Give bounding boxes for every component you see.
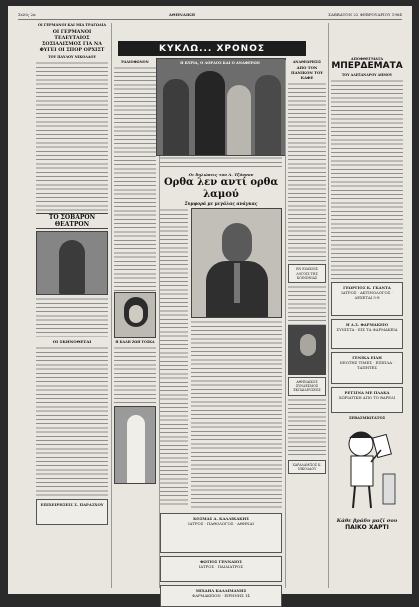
photo-person-center (195, 71, 225, 155)
photo-person-right (255, 75, 281, 155)
photo-person-left (163, 79, 189, 155)
col1-listings (36, 346, 108, 496)
header-page-number: Σελίς 2α (18, 11, 36, 17)
center-column (160, 156, 282, 598)
col1-ad-box (36, 499, 108, 525)
column-2 (114, 60, 156, 588)
col5-ad-3-title: ΓΕΝΙΚΑ ΕΙΔΗ (352, 355, 382, 360)
col5-byline: ΤΟΥ ΑΛΕΞΑΝΔΡΟΥ ΔΗΜΟΥ (341, 73, 393, 77)
col5-ad-1-lines: ΙΑΤΡΟΣ · ΑΚΤΙΝΟΛΟΓΟΣ · ΔΕΧΕΤΑΙ 5-8 (341, 290, 393, 300)
col2-text (114, 346, 156, 406)
portrait-head (222, 223, 252, 263)
center-ad-box-b (160, 556, 282, 582)
col5-ad-3 (331, 352, 403, 384)
listing-heading: ΟΙ ΣΚΗΝΟΘΕΤΑΙ (52, 339, 92, 344)
col5-ad-5-title: ΣΕΒΑΣΜΙΩΤΑΤΟΣ (348, 416, 386, 420)
col5-kicker: ΑΠΟΦΘΕΓΜΑΤΑ (350, 57, 384, 61)
col4-kicker: ΑΝΑΘΕΩΡΗΣΙΣ (292, 60, 322, 64)
center-kicker: Οι δηλώσεις του Λ. Τζόνσον (188, 172, 254, 177)
col5-ad-4-title: ΡΕΤΣΙΝΑ ΜΕ ΠΛΑΚΑ (344, 390, 390, 395)
col5-headline: ΜΠΕΡΔΕΜΑΤΑ (331, 61, 403, 71)
center-left-text (160, 208, 188, 508)
col5-slogan: Κάθε βράδυ μαζί σου (336, 518, 398, 524)
theatre-heading: ΤΟ ΣΟΒΑΡΟΝ ΘΕΑΤΡΟΝ (36, 213, 108, 229)
theatre-photo (36, 231, 108, 295)
col4-text-3 (288, 398, 326, 458)
center-banner: ΚΥΚΛΩ... ΧΡΟΝΟΣ (118, 41, 306, 56)
col4-box-2: ΑΘΗΝΑΙΚΟΣ ΣΥΝΔΕΣΜΟΣ ΕΚΠΑΙΔΕΥΣΕΩΣ (288, 377, 326, 396)
center-right-area (191, 208, 282, 510)
col1-review-text (36, 297, 108, 337)
center-ad-box-c (160, 585, 282, 607)
center-article-text (191, 320, 282, 510)
photo-person-woman (227, 85, 251, 155)
center-body (160, 208, 282, 510)
center-headline: Ορθα λεν αντί ορθα λαμού (163, 177, 279, 200)
column-5 (331, 23, 403, 588)
col5-ad-2-title: Η Δ.Σ. ΦΑΡΜΑΚΕΙΟ (345, 322, 389, 327)
photo-man-silhouette (59, 240, 85, 294)
center-ad-a-lines: ΙΑΤΡΟΣ · ΠΑΘΟΛΟΓΟΣ · ΑΘΗΝΑΙ (188, 521, 254, 526)
header-rule (18, 19, 402, 20)
divider-4 (328, 23, 329, 588)
newspaper-page (8, 6, 412, 598)
program-heading: ΡΑΔΙΟΦΩΝΟΝ (121, 60, 149, 64)
col5-ad-3-lines: ΝΕΟΤΗΣ ΤΙΜΕΣ · ΕΠΙΠΛΑ · ΤΑΠΗΤΕΣ (339, 360, 395, 370)
portrait-tie (234, 263, 240, 303)
header-date: ΣΑΒΒΑΤΟΝ 22 ΦΕΒΡΟΥΑΡΙΟΥ 1964 (328, 11, 402, 17)
figure-silhouette (127, 415, 145, 483)
column-4 (288, 60, 326, 588)
col5-ad-1 (331, 282, 403, 316)
col2-photo-caption: Η ΚΑΛΗ ΖΩΗ ΤΟΣΚΑ (115, 340, 155, 344)
header-masthead: ΑΘΗΝΑΙΚΗ (168, 11, 196, 17)
col5-ad-4 (331, 387, 403, 413)
group-photo (156, 58, 286, 156)
center-subtitle: Συμφορά με μεγάλας ανάγκας (184, 201, 258, 206)
col1-article-text (36, 61, 108, 211)
divider-3 (285, 60, 286, 588)
man-portrait-photo (288, 325, 326, 375)
center-intro-text (160, 156, 282, 170)
col1-byline: ΤΟΥ ΠΑΥΛΟΥ ΝΙΚΟΛΑΟΥ (48, 55, 96, 59)
col5-ad-1-title: ΓΕΩΡΓΙΟΣ Κ. ΓΚΑΝΤΑ (343, 285, 391, 290)
center-ad-c-title: ΜΙΧΑΗΛ ΚΑΛΛΙΜΑΝΗΣ (195, 588, 247, 593)
johnson-portrait (191, 208, 282, 318)
col1-kicker: ΟΙ ΓΕΡΜΑΝΟΙ ΚΑΙ ΜΙΑ ΤΡΑΓΩΔΙΑ (37, 23, 107, 27)
col5-slogan-brand: ΠΑΙΚΟ ΧΑΡΤΙ (345, 524, 389, 531)
portrait-face (129, 305, 143, 323)
woman-portrait-photo (114, 292, 156, 338)
col5-ad-2 (331, 319, 403, 349)
col1-headline: ΟΙ ΓΕΡΜΑΝΟΙ ΤΕΛΕΥΤΑΙΟΣ ΣΟΣΙΑΛΙΣΜΟΣ ΓΙΑ ΝΑ ΦΥΓΕΙ ΟΙ ΣΠΟΡ ΟΡΧΙΣΤ (39, 29, 105, 53)
divider-1 (111, 23, 112, 588)
center-ad-a-title: ΚΟΣΜΑΣ Α. ΚΑΛΛΙΚΑΚΗΣ (193, 516, 249, 521)
center-ad-box-a (160, 513, 282, 553)
center-ad-c-lines: ΦΑΡΜΑΚΕΙΟΝ · ΕΙΡΗΝΗΣ 14 (192, 593, 250, 598)
center-ad-b-title: ΦΩΤΙΟΣ ΓΕΝΝΑΙΟΣ (200, 559, 242, 564)
col4-headline: ΑΠΟ ΤΟΝ ΠΑΝΙΚΟΝ ΤΟΥ ΚΑΦΕ (290, 65, 324, 80)
col5-ad-4-lines: ΧΩΡΙΑΤΙΚΗ ΑΠΟ ΤΟ ΒΑΡΕΛΙ (338, 395, 396, 400)
program-listing (114, 66, 156, 292)
column-1 (36, 23, 108, 588)
col5-ad-2-lines: ΣΥΝΙΣΤΑ · ΕΙΣ ΤΑ ΦΑΡΜΑΚΕΙΑ (336, 327, 398, 332)
col5-text (331, 79, 403, 279)
page-header (18, 10, 402, 18)
col4-box-3: ΧΑΡΑΛΑΜΠΟΣ Κ. ΝΙΚΟΛΑΟΥ (288, 460, 326, 474)
col4-box-1: ΕΝ ΕΙΔΙΚΟΙΣ ΛΟΓΟΙΣ ΤΗΣ ΚΟΙΝΩΝΙΑΣ (288, 264, 326, 283)
group-photo-caption: Η ΚΥΡΙΑ, Ο ΛΟΡΔΟΣ ΚΑΙ Ο ΑΝΑΦΕΡΩΝ (180, 61, 260, 65)
standing-woman-photo (114, 406, 156, 484)
col1-ad-title: ΕΠΙΧΕΙΡΗΣΕΙΣ Σ. ΠΑΡΑΣΧΟΥ (40, 502, 104, 507)
center-ad-b-lines: ΙΑΤΡΟΣ · ΠΑΙΔΙΑΤΡΟΣ (198, 564, 244, 569)
portrait-face-2 (300, 334, 316, 356)
boy-illustration (331, 422, 403, 518)
col4-text (288, 82, 326, 262)
col4-text-2 (288, 285, 326, 325)
boy-with-paper-icon (331, 422, 403, 518)
